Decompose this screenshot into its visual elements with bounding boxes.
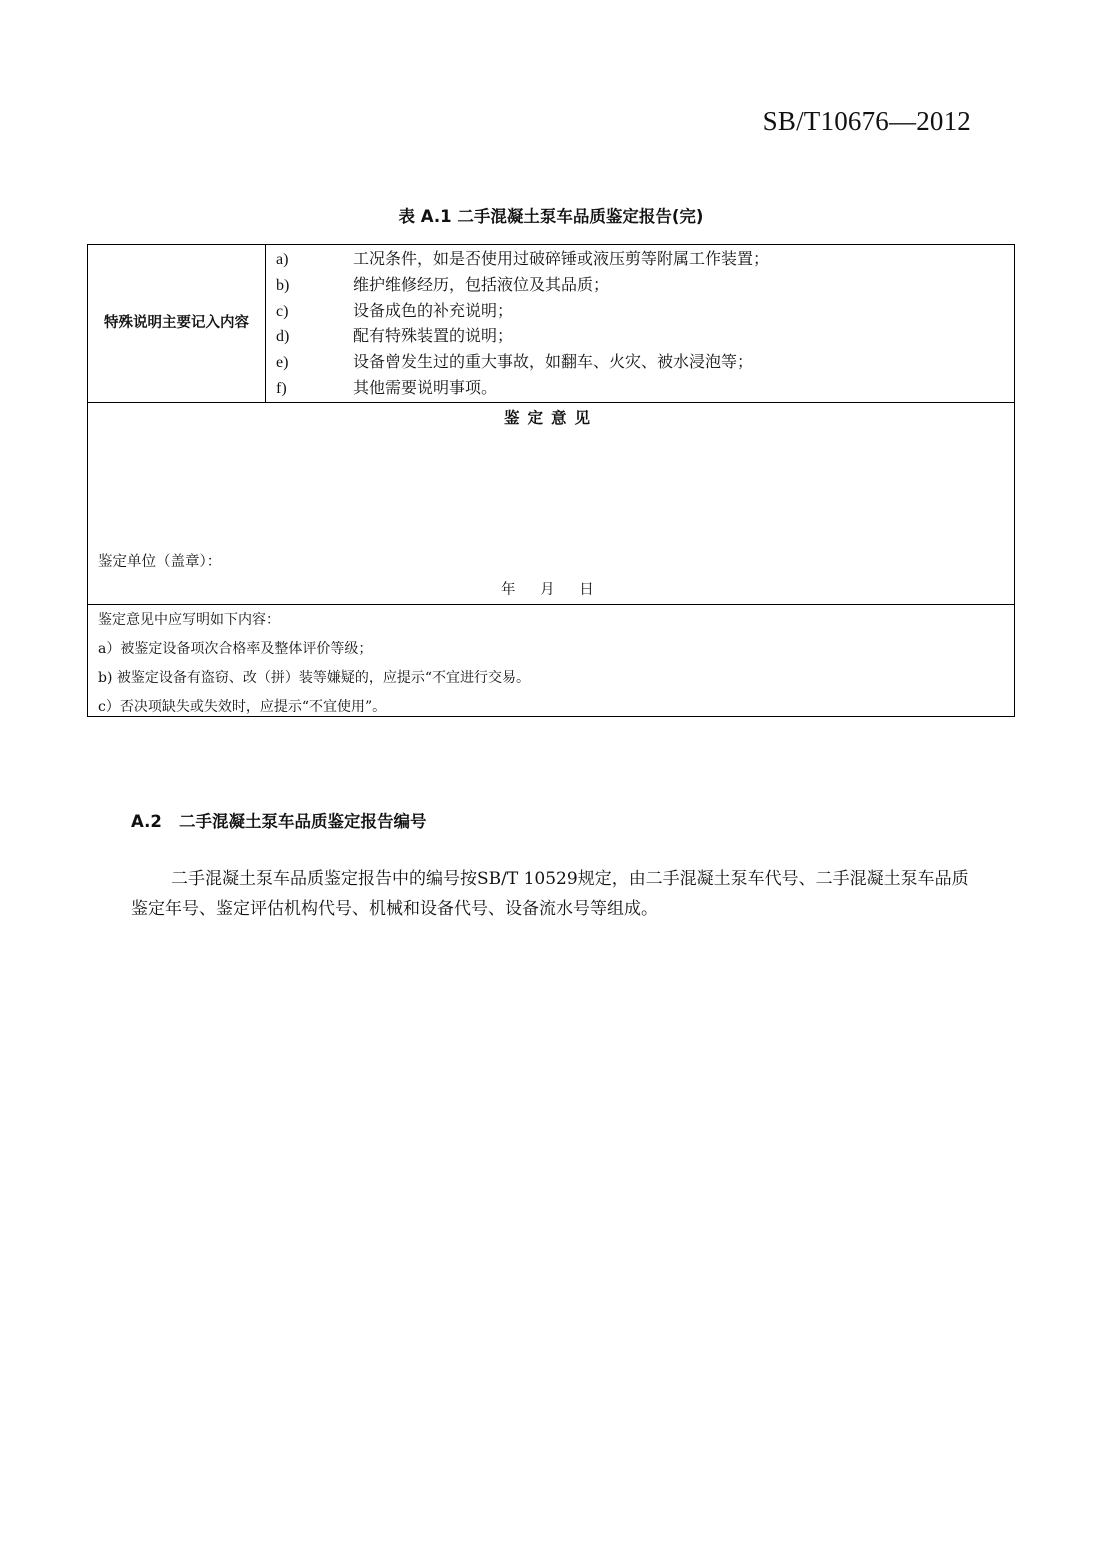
report-table — [87, 244, 1015, 717]
opinion-title: 鉴定意见 — [503, 409, 598, 427]
list-item: c) 设备成色的补充说明； — [276, 300, 514, 320]
special-notes-list — [276, 246, 769, 401]
list-item: f) 其他需要说明事项。 — [276, 377, 498, 397]
section-paragraph: 二手混凝土泵车品质鉴定报告中的编号按SB/T 10529规定，由二手混凝土泵车代号、二手混凝土泵车品质鉴定年号、鉴定评估机构代号、机械和设备代号、设备流水号等组成。 — [131, 869, 969, 919]
note-item: c）否决项缺失或失效时，应提示“不宜使用”。 — [98, 699, 387, 715]
note-item: b) 被鉴定设备有盗窃、改（拼）装等嫌疑的，应提示“不宜进行交易。 — [98, 670, 531, 686]
date-label: 年 月 日 — [501, 582, 594, 598]
section-heading — [131, 808, 427, 832]
list-item: a) 工况条件，如是否使用过破碎锤或液压剪等附属工作装置； — [276, 249, 770, 268]
table-caption: 表 A.1 二手混凝土泵车品质鉴定报告(完) — [398, 207, 704, 226]
appraisal-unit-label: 鉴定单位（盖章）： — [98, 554, 222, 570]
special-notes-label: 特殊说明主要记入内容 — [88, 245, 266, 402]
standard-code: SB/T10676—2012 — [762, 106, 971, 136]
note-item: a）被鉴定设备项次合格率及整体评价等级； — [98, 641, 373, 657]
section-title: 二手混凝土泵车品质鉴定报告编号 — [179, 812, 427, 831]
list-item: b) 维护维修经历，包括液位及其品质； — [276, 274, 610, 294]
list-item: d) 配有特殊装置的说明； — [276, 326, 514, 346]
special-notes-row — [88, 245, 1014, 403]
notes-intro: 鉴定意见中应写明如下内容： — [98, 612, 280, 628]
opinion-row — [88, 402, 1014, 605]
section-number: A.2 — [131, 812, 162, 831]
list-item: e) 设备曾发生过的重大事故，如翻车、火灾、被水浸泡等； — [276, 352, 754, 372]
